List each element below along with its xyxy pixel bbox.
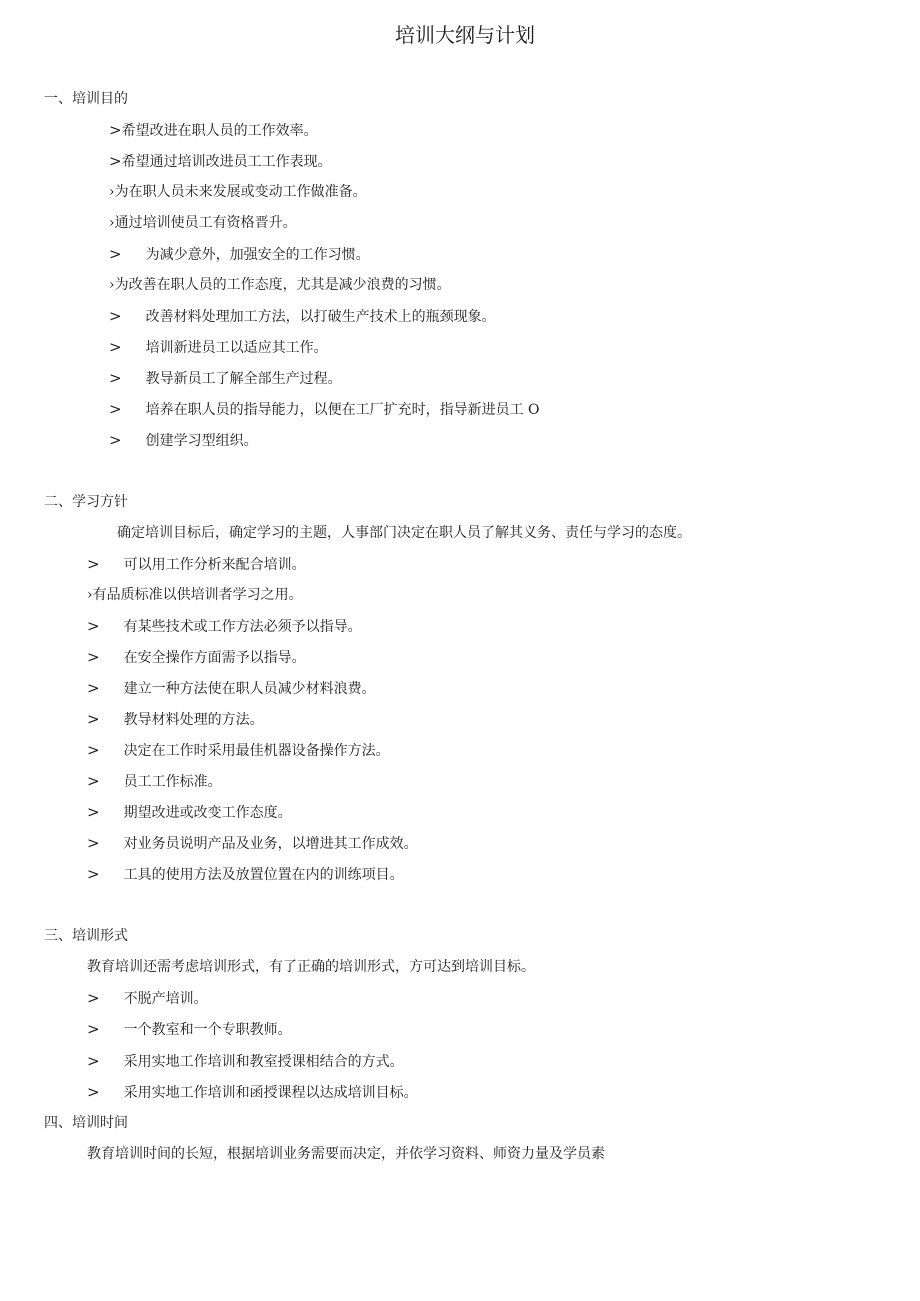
- section-intro-paragraph: 教育培训时间的长短，根据培训业务需要而决定，并依学习资料、师资力量及学员素: [87, 1146, 605, 1162]
- small-chevron-bullet-icon: ›: [109, 184, 115, 200]
- section-heading-policy: 二、学习方针: [44, 494, 128, 510]
- list-item: [109, 151, 332, 171]
- list-item: [87, 740, 390, 760]
- list-item: [87, 771, 222, 791]
- list-item: [87, 709, 264, 729]
- chevron-bullet-icon: >: [109, 338, 122, 356]
- list-item-text: 有品质标准以供培训者学习之用。: [92, 587, 303, 603]
- chevron-bullet-icon: >: [87, 741, 100, 759]
- list-item: [87, 678, 376, 698]
- list-item: [87, 585, 303, 605]
- chevron-bullet-icon: >: [109, 152, 122, 170]
- list-item-text: 在安全操作方面需予以指导。: [123, 650, 306, 666]
- list-item-text: 教导新员工了解全部生产过程。: [145, 371, 342, 387]
- list-item: [109, 182, 367, 202]
- list-item-text: 教导材料处理的方法。: [123, 712, 264, 728]
- list-item-text: 希望通过培训改进员工工作表现。: [121, 154, 332, 170]
- list-item: [109, 399, 540, 419]
- chevron-bullet-icon: >: [87, 1020, 100, 1038]
- list-item: [109, 213, 297, 233]
- list-item: [87, 802, 292, 822]
- list-item: [87, 1082, 418, 1102]
- list-item: [87, 616, 362, 636]
- chevron-bullet-icon: >: [87, 803, 100, 821]
- list-item: [109, 120, 318, 140]
- section-heading-format: 三、培训形式: [44, 928, 128, 944]
- list-item-text: 培训新进员工以适应其工作。: [145, 340, 328, 356]
- list-item: [109, 306, 496, 326]
- chevron-bullet-icon: >: [87, 834, 100, 852]
- chevron-bullet-icon: >: [109, 307, 122, 325]
- list-item-text: 培养在职人员的指导能力，以便在工厂扩充时，指导新进员工 O: [145, 402, 540, 418]
- list-item-text: 有某些技术或工作方法必须予以指导。: [123, 619, 362, 635]
- chevron-bullet-icon: >: [109, 369, 122, 387]
- chevron-bullet-icon: >: [87, 617, 100, 635]
- list-item-text: 员工工作标准。: [123, 774, 222, 790]
- chevron-bullet-icon: >: [87, 865, 100, 883]
- chevron-bullet-icon: >: [109, 431, 122, 449]
- list-item: [109, 368, 342, 388]
- chevron-bullet-icon: >: [87, 989, 100, 1007]
- small-chevron-bullet-icon: ›: [87, 587, 93, 603]
- list-item: [87, 864, 404, 884]
- list-item: [87, 833, 418, 853]
- chevron-bullet-icon: >: [87, 555, 100, 573]
- section-heading-purpose: 一、培训目的: [44, 91, 128, 107]
- list-item-text: 一个教室和一个专职教师。: [123, 1022, 292, 1038]
- chevron-bullet-icon: >: [87, 1052, 100, 1070]
- chevron-bullet-icon: >: [109, 121, 122, 139]
- small-chevron-bullet-icon: ›: [109, 215, 115, 231]
- list-item: [109, 275, 451, 295]
- section-heading-schedule: 四、培训时间: [44, 1115, 128, 1131]
- list-item-text: 期望改进或改变工作态度。: [123, 805, 292, 821]
- list-item: [109, 430, 258, 450]
- list-item-text: 创建学习型组织。: [145, 433, 258, 449]
- list-item-text: 为减少意外，加强安全的工作习惯。: [145, 247, 370, 263]
- list-item-text: 采用实地工作培训和教室授课相结合的方式。: [123, 1054, 404, 1070]
- list-item-text: 建立一种方法使在职人员减少材料浪费。: [123, 681, 376, 697]
- list-item: [87, 1019, 292, 1039]
- small-chevron-bullet-icon: ›: [109, 277, 115, 293]
- list-item-text: 为在职人员未来发展或变动工作做准备。: [114, 184, 367, 200]
- list-item-text: 采用实地工作培训和函授课程以达成培训目标。: [123, 1085, 418, 1101]
- chevron-bullet-icon: >: [87, 679, 100, 697]
- list-item-text: 决定在工作时采用最佳机器设备操作方法。: [123, 743, 390, 759]
- list-item: [109, 337, 328, 357]
- list-item: [87, 554, 306, 574]
- list-item-text: 对业务员说明产品及业务，以增进其工作成效。: [123, 836, 418, 852]
- list-item-text: 改善材料处理加工方法，以打破生产技术上的瓶颈现象。: [145, 309, 496, 325]
- list-item-text: 工具的使用方法及放置位置在内的训练项目。: [123, 867, 404, 883]
- list-item-text: 可以用工作分析来配合培训。: [123, 557, 306, 573]
- chevron-bullet-icon: >: [109, 245, 122, 263]
- document-title: 培训大纲与计划: [395, 23, 535, 47]
- chevron-bullet-icon: >: [87, 772, 100, 790]
- list-item: [87, 1051, 404, 1071]
- section-intro-paragraph: 确定培训目标后，确定学习的主题，人事部门决定在职人员了解其义务、责任与学习的态度。: [117, 525, 691, 541]
- section-intro-paragraph: 教育培训还需考虑培训形式，有了正确的培训形式，方可达到培训目标。: [87, 959, 535, 975]
- list-item-text: 希望改进在职人员的工作效率。: [121, 123, 318, 139]
- list-item-text: 为改善在职人员的工作态度，尤其是减少浪费的习惯。: [114, 277, 451, 293]
- list-item: [87, 647, 306, 667]
- list-item-text: 不脱产培训。: [123, 991, 208, 1007]
- chevron-bullet-icon: >: [87, 1083, 100, 1101]
- list-item: [109, 244, 370, 264]
- chevron-bullet-icon: >: [109, 400, 122, 418]
- list-item: [87, 988, 208, 1008]
- list-item-text: 通过培训使员工有资格晋升。: [114, 215, 297, 231]
- chevron-bullet-icon: >: [87, 710, 100, 728]
- chevron-bullet-icon: >: [87, 648, 100, 666]
